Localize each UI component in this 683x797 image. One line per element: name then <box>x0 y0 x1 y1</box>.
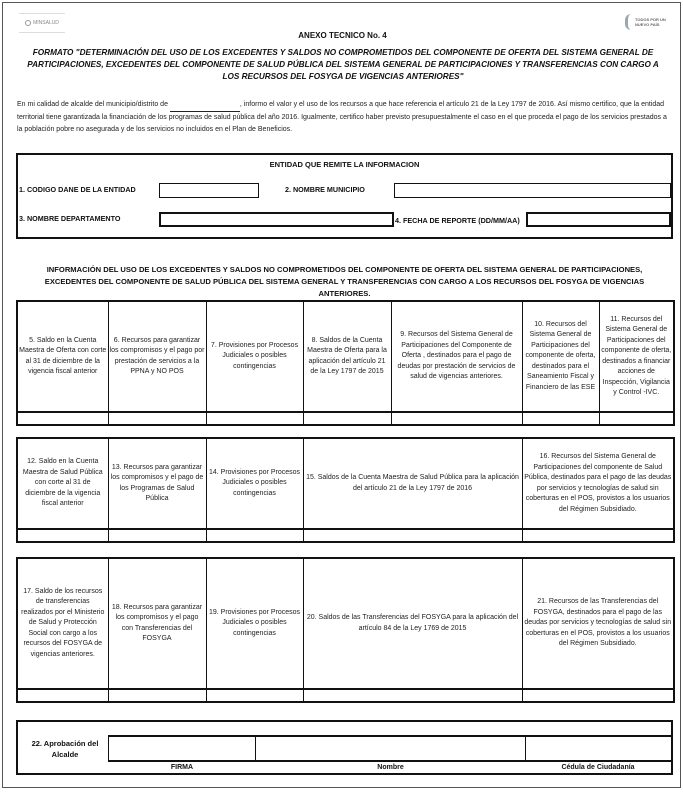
intro-paragraph <box>17 99 672 136</box>
nombre-municipio-label: 2. NOMBRE MUNICIPIO <box>285 185 365 194</box>
aprobacion-section <box>16 720 673 775</box>
entidad-title: ENTIDAD QUE REMITE LA INFORMACION <box>269 160 420 169</box>
value-10-cell[interactable] <box>522 412 599 425</box>
logo-right-line1: TODOS POR UN <box>635 17 666 22</box>
salud-value-row <box>17 529 674 542</box>
value-6-cell[interactable] <box>108 412 206 425</box>
value-15-cell[interactable] <box>303 529 522 542</box>
aprobacion-label: 22. Aprobación del Alcalde <box>31 739 99 759</box>
fosyga-value-row <box>17 689 674 702</box>
fosyga-header-row <box>17 558 674 689</box>
header-7: 7. Provisiones por Procesos Judiciales o posibles contingencias <box>206 301 303 412</box>
value-11-cell[interactable] <box>599 412 674 425</box>
header-6: 6. Recursos para garantizar los compromisos y el pago por prestación de servicios a la PPNA y NO POS <box>108 301 206 412</box>
fosyga-table <box>16 557 675 703</box>
nombre-departamento-label: 3. NOMBRE DEPARTAMENTO <box>19 214 121 223</box>
firma-field[interactable] <box>108 735 256 762</box>
header-5: 5. Saldo en la Cuenta Maestra de Oferta con corte al 31 de diciembre de la vigencia fiscal anterior <box>17 301 108 412</box>
oferta-value-row <box>17 412 674 425</box>
municipio-blank-field[interactable] <box>170 99 240 112</box>
value-13-cell[interactable] <box>108 529 206 542</box>
header-16: 16. Recursos del Sistema General de Participaciones del componente de Salud Pública, destinados para el pago de las deudas por servicios y tecnologías de salud sin coberturas en el POS, provistos a los usuarios del Régimen Subsidiado. <box>522 438 674 529</box>
header-18: 18. Recursos para garantizar los compromisos y el pago con Transferencias del FOSYGA <box>108 558 206 689</box>
logo-right-line2: NUEVO PAÍS <box>635 22 660 27</box>
nombre-field[interactable] <box>255 735 526 762</box>
value-18-cell[interactable] <box>108 689 206 702</box>
value-20-cell[interactable] <box>303 689 522 702</box>
fecha-reporte-label: 4. FECHA DE REPORTE (DD/MM/AA) <box>395 216 520 225</box>
oferta-table <box>16 300 675 426</box>
document-page <box>2 2 681 788</box>
value-8-cell[interactable] <box>303 412 391 425</box>
document-title: ANEXO TECNICO No. 4 <box>298 31 387 40</box>
flag-swoosh-icon <box>625 14 633 30</box>
minsalud-logo-text: MINSALUD <box>33 20 59 26</box>
header-15: 15. Saldos de la Cuenta Maestra de Salud Pública para la aplicación del artículo 21 de la Ley 1797 de 2016 <box>303 438 522 529</box>
header-14: 14. Provisiones por Procesos Judiciales o posibles contingencias <box>206 438 303 529</box>
salud-header-row <box>17 438 674 529</box>
format-title: FORMATO "DETERMINACIÓN DEL USO DE LOS EXCEDENTES Y SALDOS NO COMPROMETIDOS DEL COMPONENTE DE OFERTA DEL SISTEMA GENERAL DE PARTICIPACIONES, EXCEDENTES DEL COMPONENTE DE SALUD PÚBLICA DEL SISTEMA GENERAL DE PARTICIPACIONES Y TRANSFERENCIAS CON CARGO A LOS RECURSOS DEL FOSYGA DE VIGENCIAS ANTERIORES" <box>27 48 659 81</box>
oferta-header-row <box>17 301 674 412</box>
header-10: 10. Recursos del Sistema General de Participaciones del componente de oferta, destinados para el Saneamiento Fiscal y Financiero de las ESE <box>522 301 599 412</box>
cedula-label: Cédula de Ciudadanía <box>561 764 635 771</box>
fecha-reporte-input[interactable] <box>526 212 671 227</box>
section-title: INFORMACIÓN DEL USO DE LOS EXCEDENTES Y SALDOS NO COMPROMETIDOS DEL COMPONENTE DE OFERTA DEL SISTEMA GENERAL DE PARTICIPACIONES, EXCEDENTES DEL COMPONENTE DE SALUD PÚBLICA DEL SISTEMA GENERAL Y TRANSFERENCIAS CON CARGO A LOS RECURSOS DEL FOSYGA DE VIGENCIAS ANTERIORES. <box>44 265 645 298</box>
header-8: 8. Saldos de la Cuenta Maestra de Oferta para la aplicación del artículo 21 de la Ley 1797 de 2015 <box>303 301 391 412</box>
header-19: 19. Provisiones por Procesos Judiciales o posibles contingencias <box>206 558 303 689</box>
codigo-dane-input[interactable] <box>159 183 259 198</box>
codigo-dane-label: 1. CODIGO DANE DE LA ENTIDAD <box>19 185 136 194</box>
intro-text-1: En mi calidad de alcalde del municipio/distrito de <box>17 101 170 108</box>
value-19-cell[interactable] <box>206 689 303 702</box>
value-7-cell[interactable] <box>206 412 303 425</box>
value-14-cell[interactable] <box>206 529 303 542</box>
header-17: 17. Saldo de los recursos de transferencias realizados por el Ministerio de Salud y Protección Social con cargo a los recursos del FOSYGA de vigencias anteriores. <box>17 558 108 689</box>
nombre-departamento-input[interactable] <box>159 212 394 227</box>
nuevo-pais-logo <box>625 11 667 33</box>
value-5-cell[interactable] <box>17 412 108 425</box>
nombre-label: Nombre <box>377 764 404 771</box>
intro-text-2: , informo el valor y el uso de los recursos a que hace referencia el artículo 21 de la Ley 1797 de 2016. Así mismo certifico, que la entidad territorial tiene garantizada la financiación de los programas de salud pública del año 2016. Igualmente, certifico haber previsto presupuestalmente el caso en el que proceda el pago de los servicios prestados a la población pobre no asegurada y de los servicios no incluidos en el Plan de Beneficios. <box>17 101 667 133</box>
firma-label: FIRMA <box>170 764 194 771</box>
minsalud-logo <box>19 13 65 33</box>
value-9-cell[interactable] <box>391 412 522 425</box>
entidad-section <box>16 153 673 239</box>
header-13: 13. Recursos para garantizar los compromisos y el pago de los Programas de Salud Pública <box>108 438 206 529</box>
value-12-cell[interactable] <box>17 529 108 542</box>
header-9: 9. Recursos del Sistema General de Participaciones del Componente de Oferta , destinados para el pago de deudas por prestación de servicios de salud de vigencias anteriores. <box>391 301 522 412</box>
value-17-cell[interactable] <box>17 689 108 702</box>
header-20: 20. Saldos de las Transferencias del FOSYGA para la aplicación del artículo 84 de la Ley 1769 de 2015 <box>303 558 522 689</box>
header-11: 11. Recursos del Sistema General de Participaciones del componente de oferta, destinados a financiar acciones de Inspección, Vigilancia y Control -IVC. <box>599 301 674 412</box>
cedula-field[interactable] <box>525 735 671 762</box>
header-21: 21. Recursos de las Transferencias del FOSYGA, destinados para el pago de las deudas por servicios y tecnologías de salud sin coberturas en el POS, provistos a los usuarios del Régimen Subsidiado. <box>522 558 674 689</box>
nombre-municipio-input[interactable] <box>394 183 671 198</box>
minsalud-emblem-icon <box>25 20 31 26</box>
value-16-cell[interactable] <box>522 529 674 542</box>
header-12: 12. Saldo en la Cuenta Maestra de Salud Pública con corte al 31 de diciembre de la vigencia fiscal anterior <box>17 438 108 529</box>
value-21-cell[interactable] <box>522 689 674 702</box>
salud-publica-table <box>16 437 675 543</box>
